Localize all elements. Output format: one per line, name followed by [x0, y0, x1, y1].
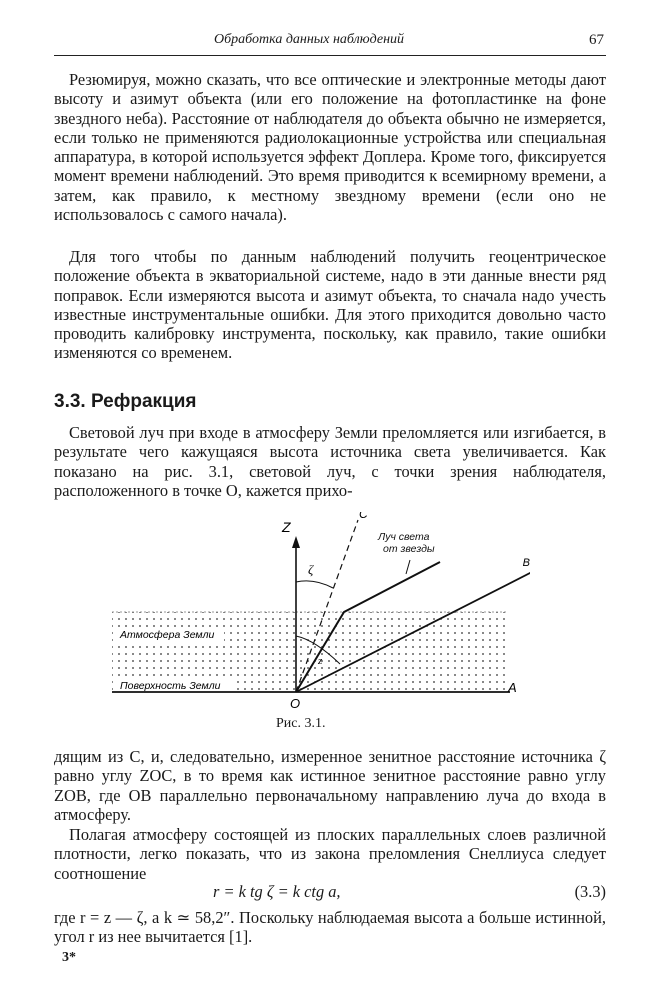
- label-z-axis: Z: [282, 519, 291, 535]
- ray-label-pointer: [406, 560, 410, 574]
- label-c: C: [359, 512, 368, 521]
- label-atmosphere: Атмосфера Земли: [120, 629, 215, 641]
- label-surface: Поверхность Земли: [120, 680, 221, 692]
- equation-number: (3.3): [574, 882, 606, 901]
- figure-refraction: [110, 512, 530, 722]
- section-heading: 3.3. Рефракция: [54, 391, 197, 412]
- label-o: O: [290, 696, 301, 711]
- figure-caption: Рис. 3.1.: [276, 716, 326, 731]
- paragraph-summary: Резюмируя, можно сказать, что все оптические и электронные методы дают высоту и азимут объекта (или его положение на фотопластинке на фоне звездного неба). Расстояние от наблюдателя до объекта обычно не измеряется, если только не применяются радиолокационные устройства или специальная аппаратура, в которой используется эффект Доплера. Кроме того, фиксируется момент времени наблюдений. Это время приводится к всемирному времени, а затем, как правило, к местному звездному времени (если оно не использовалось с самого начала).: [54, 70, 606, 225]
- page-number: 67: [589, 32, 604, 48]
- header-rule: [54, 55, 606, 56]
- paragraph-refraction-intro: Световой луч при входе в атмосферу Земли преломляется или изгибается, в результате чего кажущаяся высота источника света увеличивается. Как показано на рис. 3.1, световой луч, с точки зрения наблюдателя, расположенного в точке O, кажется прихо-: [54, 423, 606, 500]
- label-b: B: [522, 557, 530, 569]
- equation-body: r = k tg ζ = k ctg a,: [213, 882, 341, 901]
- paragraph-zenith-distance: дящим из C, и, следовательно, измеренное зенитное расстояние источника ζ равно углу ZOC, в то время как истинное зенитное расстояние равно углу ZOB, где OB параллельно первоначальному направлению луча до входа в атмосферу.: [54, 747, 606, 824]
- paragraph-refraction-sign: где r = z — ζ, а k ≃ 58,2″. Поскольку наблюдаемая высота a больше истинной, угол r из нее вычитается [1].: [54, 908, 606, 947]
- equation-3-3: [54, 880, 606, 902]
- refraction-diagram: [110, 512, 530, 722]
- zenith-arrowhead: [292, 536, 300, 548]
- running-title: Обработка данных наблюдений: [214, 32, 405, 47]
- paragraph-corrections: Для того чтобы по данным наблюдений получить геоцентрическое положение объекта в экваториальной системе, надо в эти данные внести ряд поправок. Если измеряются высота и азимут объекта, то сначала надо учесть известные инструментальные ошибки. Для этого приходится довольно часто проводить калибровку инструмента, поскольку, как правило, такие ошибки изменяются со временем.: [54, 247, 606, 363]
- zeta-arc: [296, 581, 333, 588]
- label-ray-line1: Луч света: [378, 531, 430, 543]
- label-ray-line2: от звезды: [383, 543, 435, 555]
- label-a: A: [508, 680, 517, 695]
- label-zeta: ζ: [308, 562, 314, 577]
- signature-mark: 3*: [62, 950, 76, 965]
- label-z-angle: z: [318, 655, 323, 667]
- page-header: [54, 30, 604, 52]
- label-ray: [377, 531, 435, 555]
- paragraph-snell: Полагая атмосферу состоящей из плоских параллельных слоев различной плотности, легко показать, что из закона преломления Снеллиуса следует соотношение: [54, 825, 606, 883]
